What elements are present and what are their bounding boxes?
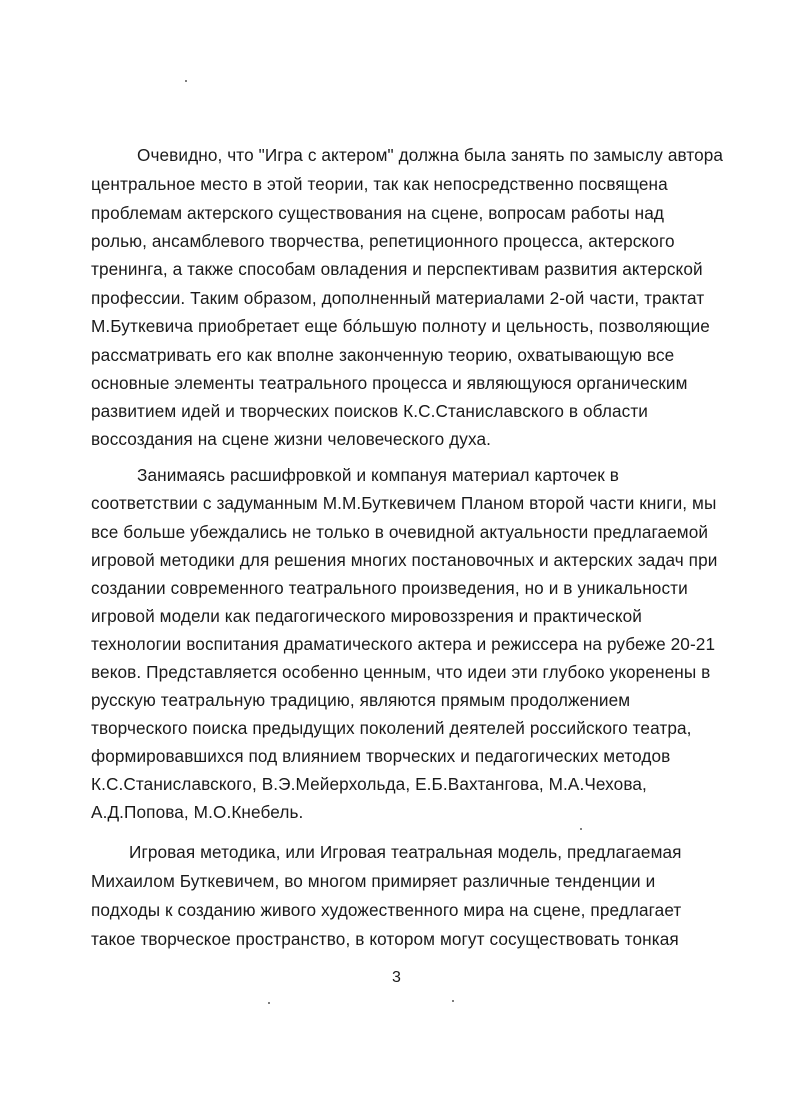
text-line: основные элементы театрального процесса и являющуюся органическим	[91, 373, 688, 393]
text-line: М.Буткевича приобретает еще бóльшую полноту и цельность, позволяющие	[91, 316, 710, 336]
text-line: создании современного театрального произведения, но и в уникальности	[91, 578, 688, 598]
text-line: формировавшихся под влиянием творческих и педагогических методов	[91, 746, 671, 766]
text-line: развитием идей и творческих поисков К.С.Станиславского в области	[91, 401, 649, 421]
scan-speck	[185, 80, 187, 82]
text-line: творческого поиска предыдущих поколений деятелей российского театра,	[91, 718, 692, 738]
text-line: все больше убеждались не только в очевидной актуальности предлагаемой	[91, 522, 709, 542]
text-line: тренинга, а также способам овладения и перспективам развития актерской	[91, 259, 703, 279]
page-number: 3	[392, 969, 401, 986]
text-line: К.С.Станиславского, В.Э.Мейерхольда, Е.Б.Вахтангова, М.А.Чехова,	[91, 774, 647, 794]
text-line: подходы к созданию живого художественного мира на сцене, предлагает	[91, 900, 682, 920]
text-line: профессии. Таким образом, дополненный материалами 2-ой части, трактат	[91, 288, 705, 308]
text-line: воссоздания на сцене жизни человеческого духа.	[91, 429, 492, 449]
text-line: центральное место в этой теории, так как непосредственно посвящена	[91, 174, 668, 194]
text-line: ролью, ансамблевого творчества, репетиционного процесса, актерского	[91, 231, 675, 251]
text-line: Игровая методика, или Игровая театральная модель, предлагаемая	[129, 842, 682, 862]
scan-speck	[452, 1000, 454, 1002]
text-line: проблемам актерского существования на сцене, вопросам работы над	[91, 203, 665, 223]
text-line: рассматривать его как вполне законченную теорию, охватывающую все	[91, 345, 675, 365]
text-line: Занимаясь расшифровкой и компануя материал карточек в	[137, 465, 619, 485]
text-line: русскую театральную традицию, являются прямым продолжением	[91, 690, 631, 710]
text-line: технологии воспитания драматического актера и режиссера на рубеже 20-21	[91, 634, 716, 654]
text-line: А.Д.Попова, М.О.Кнебель.	[91, 802, 304, 822]
scan-speck	[580, 828, 582, 830]
text-line: игровой методики для решения многих постановочных и актерских задач при	[91, 550, 718, 570]
text-line: веков. Представляется особенно ценным, что идеи эти глубоко укоренены в	[91, 662, 711, 682]
text-line: игровой модели как педагогического мировоззрения и практической	[91, 606, 642, 626]
text-line: такое творческое пространство, в котором могут сосуществовать тонкая	[91, 929, 679, 949]
text-line: Михаилом Буткевичем, во многом примиряет различные тенденции и	[91, 871, 656, 891]
text-line: Очевидно, что "Игра с актером" должна была занять по замыслу автора	[137, 145, 724, 165]
scan-speck	[268, 1002, 270, 1004]
text-line: соответствии с задуманным М.М.Буткевичем Планом второй части книги, мы	[91, 493, 717, 513]
